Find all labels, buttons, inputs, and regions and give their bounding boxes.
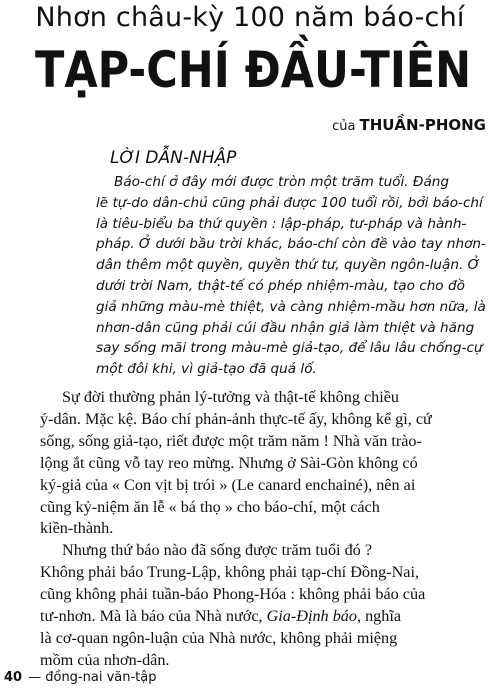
body-line: cũng không phải tuần-báo Phong-Hóa : không phải báo của — [40, 585, 426, 604]
intro-heading: LỜI DẪN-NHẬP — [110, 148, 237, 168]
body-text — [40, 387, 492, 672]
newspaper-name: Gia-Định báo — [266, 607, 357, 626]
body-line: sống, sống giả-tạo, riết được một trăm năm ! Nhà văn trào- — [40, 431, 422, 450]
intro-line: nhơn-dân cũng phải cúi đầu nhận giả làm thiệt và hăng — [96, 319, 475, 336]
footer-dash: — — [28, 670, 42, 685]
intro-line: là tiêu-biểu ba thứ quyền : lập-pháp, tư-pháp và hành- — [96, 215, 467, 232]
body-line: ý-dân. Mặc kệ. Báo chí phản-ảnh thực-tế ấy, không kể gì, cứ — [40, 409, 432, 428]
intro-line: dưới trời Nam, thật-tế có phép nhiệm-màu, tạo cho đồ — [96, 277, 465, 294]
page-number: 40 — [4, 670, 23, 685]
author-name: THUẦN-PHONG — [359, 116, 486, 134]
byline-prefix: của — [332, 119, 356, 134]
body-line: cũng kỷ-niệm ăn lễ « bá thọ » cho báo-chí, một cách — [40, 497, 380, 516]
intro-line: lẽ tự-do dân-chủ cũng phải được 100 tuổi rồi, bởi báo-chí — [96, 194, 483, 211]
intro-paragraph — [96, 172, 484, 380]
body-line: Nhưng thứ báo nào đã sống được trăm tuổi đó ? — [62, 541, 373, 560]
body-line: kiền-thành. — [40, 519, 114, 538]
byline — [332, 116, 486, 134]
kicker-title: Nhơn châu-kỳ 100 năm báo-chí — [35, 2, 465, 33]
publication-name: đồng-nai văn-tập — [45, 670, 157, 685]
body-line: ký-giả của « Con vịt bị trói » (Le canard enchainé), nên ai — [40, 475, 416, 494]
intro-line: một đôi khi, vì giả-tạo đã quá lố. — [96, 361, 317, 378]
body-line: Không phải báo Trung-Lập, không phải tạp-chí Đồng-Nai, — [40, 563, 419, 582]
intro-line: giả những màu-mè thiệt, và càng nhiệm-mầu hơn nữa, là — [96, 298, 486, 315]
body-line: mồm của nhơn-dân. — [40, 650, 170, 669]
body-line — [40, 606, 492, 628]
body-line: lộng ắt cũng vỗ tay reo mừng. Nhưng ở Sài-Gòn không có — [40, 453, 418, 472]
article-headline: TẠP-CHÍ ĐẦU-TIÊN — [35, 41, 472, 99]
page-footer — [4, 670, 156, 685]
intro-line: dân thêm một quyền, quyền thứ tư, quyền ngôn-luận. Ở — [96, 257, 481, 274]
body-line: là cơ-quan ngôn-luận của Nhà nước, không phải miệng — [40, 628, 398, 647]
intro-line: pháp. Ở dưới bầu trời khác, báo-chí còn đề vào tay nhơn- — [96, 236, 486, 253]
body-line-text: tư-nhơn. Mà là báo của Nhà nước, — [40, 607, 263, 626]
intro-line: Báo-chí ở đây mới được tròn một trăm tuổi. Đáng — [114, 174, 450, 190]
body-line-text: , nghĩa — [356, 607, 402, 626]
intro-line: say sống mãi trong màu-mè giả-tạo, để lâu lâu chống-cự — [96, 340, 483, 357]
body-line: Sự đời thường phản lý-tưởng và thật-tế không chiều — [62, 388, 400, 406]
